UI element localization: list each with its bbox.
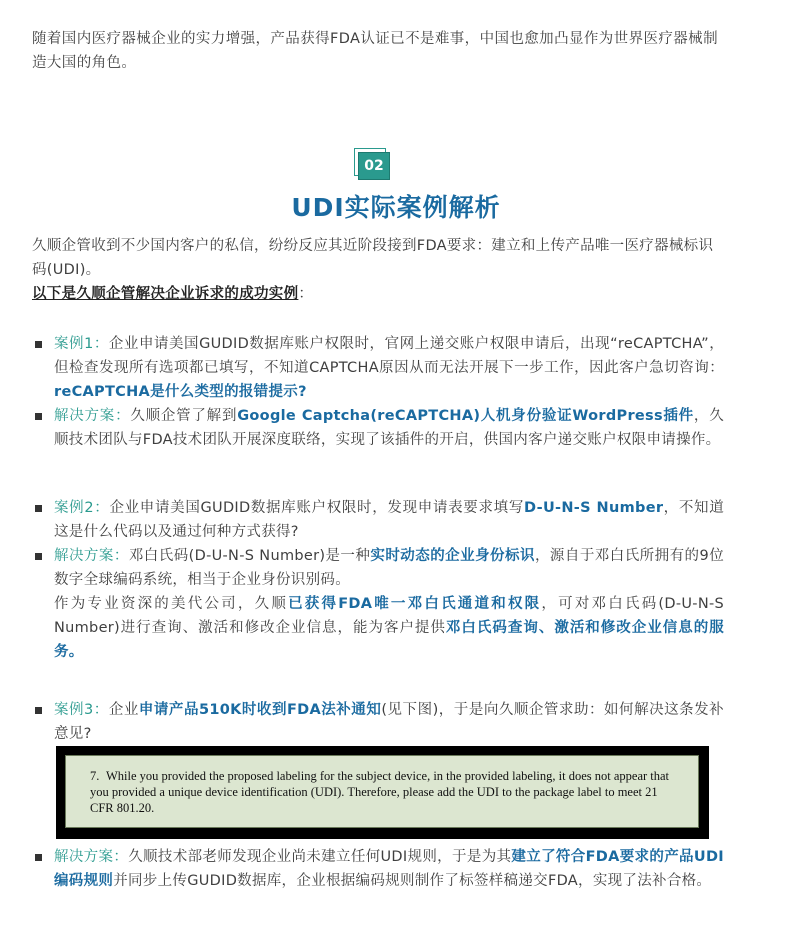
solution-text-2: ，久顺技术团队与FDA技术团队开展深度联络，实现了该插件的开启，供国内客户递交账户权限申请操作。 (54, 408, 724, 448)
solution-text: 邓白氏码(D-U-N-S Number)是一种 (128, 548, 371, 564)
section-number: 02 (358, 152, 390, 180)
case-3-item (34, 698, 724, 746)
solution-highlight: 建立了符合FDA要求的产品UDI编码规则 (54, 849, 725, 889)
solution-label: 解决方案： (54, 408, 131, 424)
intro-paragraph: 随着国内医疗器械企业的实力增强，产品获得FDA认证已不是难事，中国也愈加凸显作为世界医疗器械制造大国的角色。 (32, 31, 718, 71)
case-2-block (34, 496, 724, 664)
lead-bold-text: 以下是久顺企管解决企业诉求的成功实例 (32, 286, 299, 302)
lead-text: 久顺企管收到不少国内客户的私信，纷纷反应其近阶段接到FDA要求：建立和上传产品唯一医疗器械标识码(UDI)。 (32, 238, 714, 278)
bullet-square-icon (35, 341, 42, 348)
notice-number: 7. (90, 769, 100, 783)
case-label: 案例2： (54, 500, 110, 516)
fda-notice-image (56, 746, 709, 839)
solution-line2-text: 作为专业资深的美代公司，久顺 (54, 596, 289, 612)
solution-highlight: 实时动态的企业身份标识 (370, 548, 535, 564)
lead-colon: ： (298, 286, 314, 302)
case-text-2: (见下图)，于是向久顺企管求助：如何解决这条发补意见? (54, 702, 724, 742)
fda-notice-panel (65, 755, 699, 828)
solution-2-item (34, 544, 724, 664)
lead-paragraph (32, 234, 722, 306)
solution-label: 解决方案： (54, 849, 129, 865)
solution-text: 久顺技术部老师发现企业尚未建立任何UDI规则，于是为其 (128, 849, 512, 865)
case-text: 企业申请美国GUDID数据库账户权限时，发现申请表要求填写 (109, 500, 525, 516)
bullet-square-icon (35, 505, 42, 512)
solution-1-item (34, 404, 724, 452)
section-title: UDI实际案例解析 (291, 193, 501, 222)
solution-label: 解决方案： (54, 548, 129, 564)
case-1-block (34, 332, 724, 452)
solution-3-item (34, 845, 724, 893)
case-highlight: reCAPTCHA是什么类型的报错提示? (54, 384, 307, 400)
case-highlight: D-U-N-S Number (524, 500, 664, 516)
bullet-square-icon (35, 413, 42, 420)
case-3-block (34, 698, 724, 746)
fda-notice-text (90, 768, 680, 816)
bullet-square-icon (35, 854, 42, 861)
bullet-square-icon (35, 707, 42, 714)
solution-line2-highlight: 已获得FDA唯一邓白氏通道和权限 (288, 596, 542, 612)
solution-text-2: 并同步上传GUDID数据库，企业根据编码规则制作了标签样稿递交FDA，实现了法补合格。 (113, 873, 712, 889)
case-label: 案例1： (54, 336, 109, 352)
solution-line2-highlight-2: 邓白氏码查询、激活和修改企业信息的服务。 (54, 620, 724, 660)
case-highlight: 申请产品510K时收到FDA法补通知 (138, 702, 382, 718)
solution-line2-text-2: ，可对邓白氏码(D-U-N-S Number)进行查询、激活和修改企业信息，能为客户提供 (54, 596, 725, 636)
case-text-2: ，不知道这是什么代码以及通过何种方式获得? (54, 500, 725, 540)
notice-body: While you provided the proposed labeling for the subject device, in the provided labeling, it does not appear that you provided a unique device identification (UDI). Therefore, please add the UDI to the package label to meet 21 CFR 801.20. (90, 769, 670, 815)
case-text: 企业申请美国GUDID数据库账户权限时，官网上递交账户权限申请后，出现“reCAPTCHA”，但检查发现所有选项都已填写，不知道CAPTCHA原因从而无法开展下一步工作，因此客户急切咨询： (54, 336, 724, 376)
case-1-item (34, 332, 724, 404)
bullet-square-icon (35, 553, 42, 560)
solution-text: 久顺企管了解到 (130, 408, 238, 424)
solution-3-block (34, 845, 724, 893)
solution-text-2: ，源自于邓白氏所拥有的9位数字全球编码系统，相当于企业身份识别码。 (54, 548, 724, 588)
section-number-badge (356, 150, 392, 180)
case-label: 案例3： (54, 702, 109, 718)
case-2-item (34, 496, 724, 544)
solution-highlight: Google Captcha(reCAPTCHA)人机身份验证WordPress插件 (237, 408, 694, 424)
case-text: 企业 (108, 702, 139, 718)
